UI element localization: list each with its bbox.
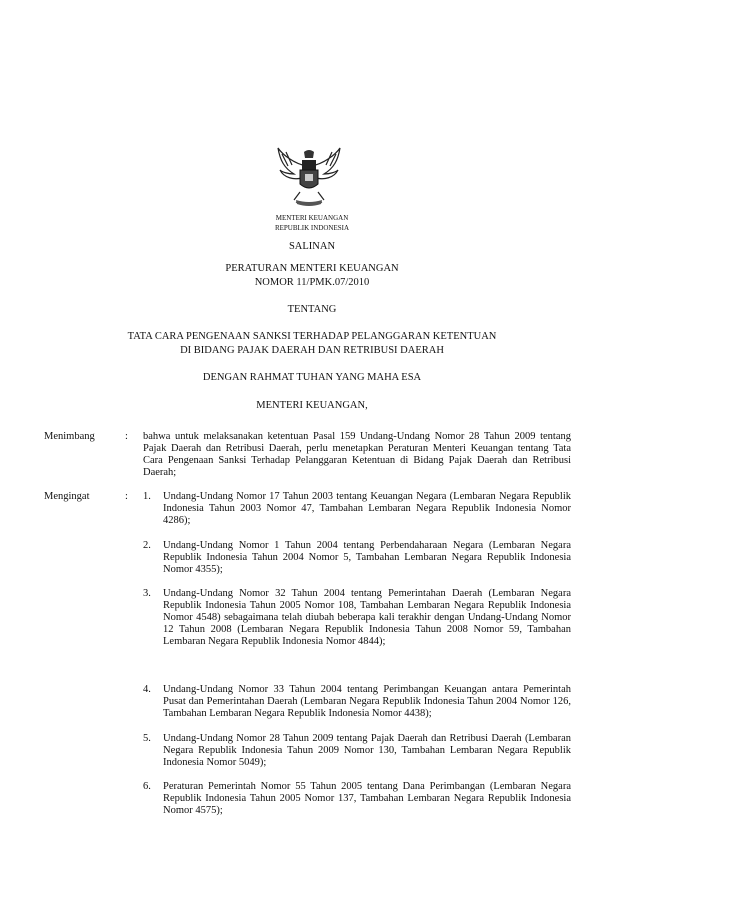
about-heading: TENTANG [287,304,337,315]
item-text: Undang-Undang Nomor 1 Tahun 2004 tentang Perbendaharaan Negara (Lembaran Negara Republik Indonesia Tahun 2004 Nomor 5, Tambahan Lembaran Negara Republik Indonesia Nomor 4355); [163,540,571,576]
item-number: 6. [143,781,151,792]
item-text: Undang-Undang Nomor 17 Tahun 2003 tentang Keuangan Negara (Lembaran Negara Republik Indonesia Tahun 2003 Nomor 47, Tambahan Lembaran Negara Republik Indonesia Nomor 4286); [163,491,571,527]
colon: : [125,491,128,502]
item-text: Peraturan Pemerintah Nomor 55 Tahun 2005 tentang Dana Perimbangan (Lembaran Negara Republik Indonesia Tahun 2005 Nomor 137, Tambahan Lembaran Negara Republik Indonesia Nomor 4575); [163,781,571,817]
invocation: DENGAN RAHMAT TUHAN YANG MAHA ESA [202,372,422,383]
item-number: 3. [143,588,151,599]
menimbang-text: bahwa untuk melaksanakan ketentuan Pasal 159 Undang-Undang Nomor 28 Tahun 2009 tentang Pajak Daerah dan Retribusi Daerah, perlu menetapkan Peraturan Menteri Keuangan tentang Tata Cara Pengenaan Sanksi Terhadap Pelanggaran Ketentuan di Bidang Pajak Daerah dan Retribusi Daerah; [143,431,571,479]
subject-line-1: TATA CARA PENGENAAN SANKSI TERHADAP PELANGGARAN KETENTUAN [127,331,497,342]
colon: : [125,431,128,442]
regulation-title: PERATURAN MENTERI KEUANGAN [225,263,399,274]
copy-label: SALINAN [288,241,336,252]
item-number: 4. [143,684,151,695]
item-text: Undang-Undang Nomor 33 Tahun 2004 tentang Perimbangan Keuangan antara Pemerintah Pusat dan Pemerintahan Daerah (Lembaran Negara Republik Indonesia Tahun 2004 Nomor 126, Tambahan Lembaran Negara Republik Indonesia Nomor 4438); [163,684,571,720]
mengingat-label: Mengingat [44,491,90,502]
regulation-number: NOMOR 11/PMK.07/2010 [254,277,370,288]
menimbang-label: Menimbang [44,431,95,442]
item-text: Undang-Undang Nomor 32 Tahun 2004 tentang Pemerintahan Daerah (Lembaran Negara Republik Indonesia Tahun 2005 Nomor 108, Tambahan Lembaran Negara Republik Indonesia Nomor 4548) sebagaimana telah diubah beberapa kali terakhir dengan Undang-Undang Nomor 12 Tahun 2008 (Lembaran Negara Republik Indonesia Tahun 2008 Nomor 59, Tambahan Lembaran Negara Republik Indonesia Nomor 4844); [163,588,571,648]
office-line-2: REPUBLIK INDONESIA [274,224,350,232]
item-number: 1. [143,491,151,502]
garuda-emblem-icon [274,146,344,210]
item-number: 2. [143,540,151,551]
office-line-1: MENTERI KEUANGAN [275,214,349,222]
issuer: MENTERI KEUANGAN, [256,400,368,411]
item-text: Undang-Undang Nomor 28 Tahun 2009 tentang Pajak Daerah dan Retribusi Daerah (Lembaran Negara Republik Indonesia Tahun 2009 Nomor 130, Tambahan Lembaran Negara Republik Indonesia Nomor 5049); [163,733,571,769]
subject-line-2: DI BIDANG PAJAK DAERAH DAN RETRIBUSI DAERAH [180,345,444,356]
item-number: 5. [143,733,151,744]
